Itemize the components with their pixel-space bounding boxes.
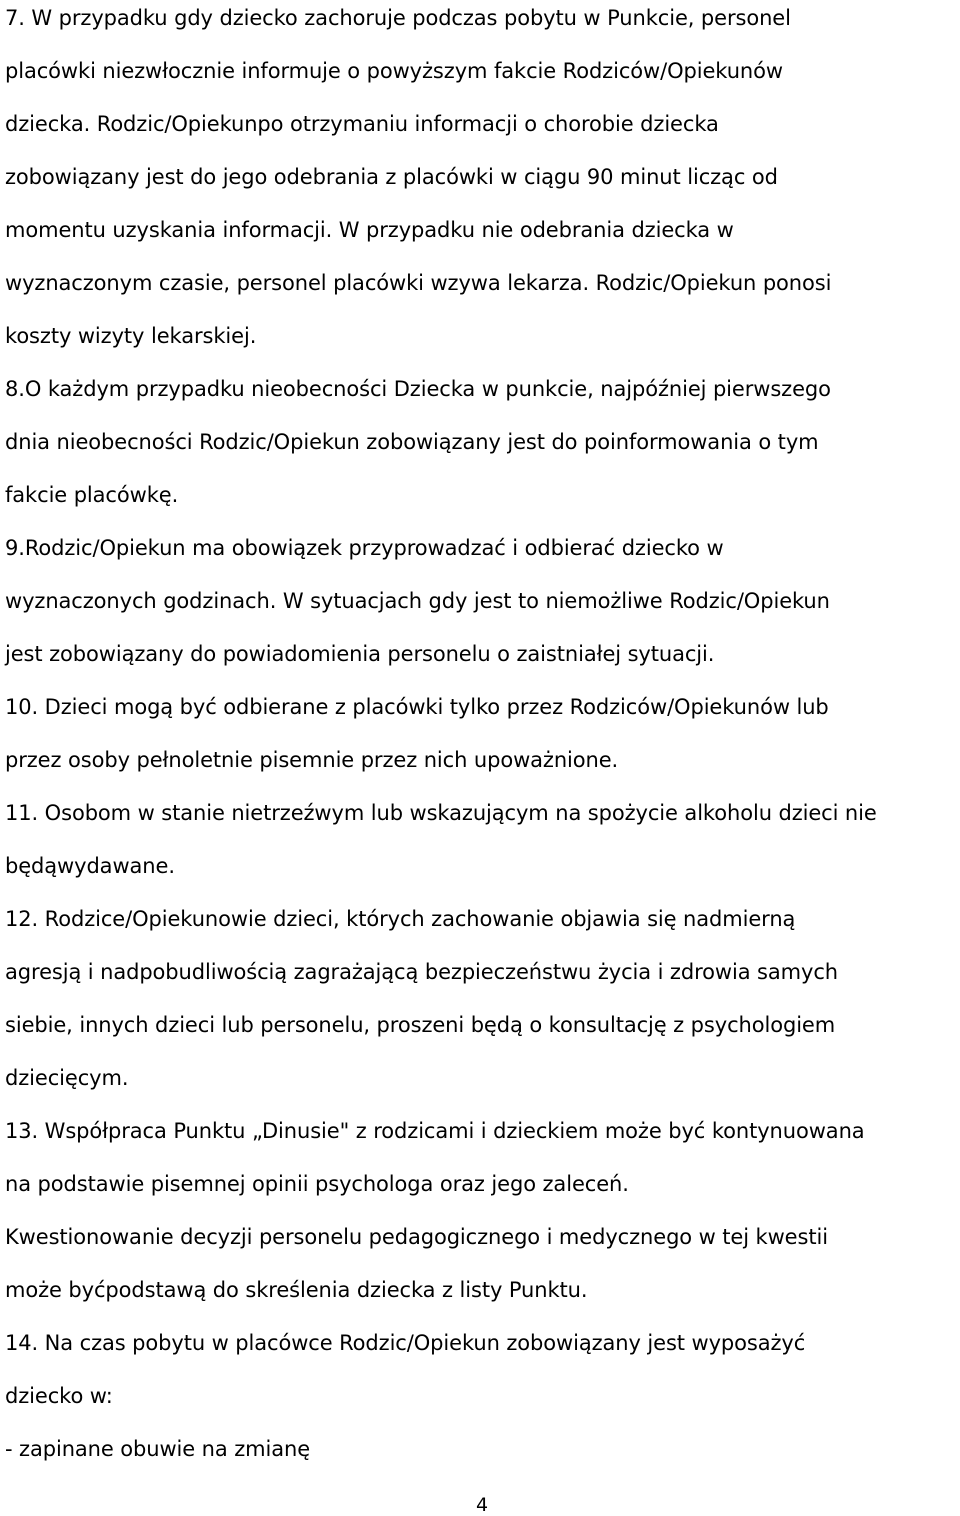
text-line: dnia nieobecności Rodzic/Opiekun zobowiązany jest do poinformowania o tym — [5, 430, 819, 454]
text-line: 7. W przypadku gdy dziecko zachoruje podczas pobytu w Punkcie, personel — [5, 6, 791, 30]
text-line: zobowiązany jest do jego odebrania z placówki w ciągu 90 minut licząc od — [5, 165, 778, 189]
text-line: 8.O każdym przypadku nieobecności Dziecka w punkcie, najpóźniej pierwszego — [5, 377, 831, 401]
text-line: 11. Osobom w stanie nietrzeźwym lub wskazującym na spożycie alkoholu dzieci nie — [5, 801, 877, 825]
text-line: 9.Rodzic/Opiekun ma obowiązek przyprowadzać i odbierać dziecko w — [5, 536, 724, 560]
text-line: placówki niezwłocznie informuje o powyższym fakcie Rodziców/Opiekunów — [5, 59, 783, 83]
text-line: fakcie placówkę. — [5, 483, 179, 507]
text-line: siebie, innych dzieci lub personelu, proszeni będą o konsultację z psychologiem — [5, 1013, 836, 1037]
text-line: 14. Na czas pobytu w placówce Rodzic/Opiekun zobowiązany jest wyposażyć — [5, 1331, 806, 1355]
text-line: Kwestionowanie decyzji personelu pedagogicznego i medycznego w tej kwestii — [5, 1225, 828, 1249]
text-line: dziecięcym. — [5, 1066, 129, 1090]
text-line: dziecka. Rodzic/Opiekunpo otrzymaniu informacji o chorobie dziecka — [5, 112, 719, 136]
text-line: momentu uzyskania informacji. W przypadku nie odebrania dziecka w — [5, 218, 734, 242]
text-line: koszty wizyty lekarskiej. — [5, 324, 257, 348]
text-line: jest zobowiązany do powiadomienia personelu o zaistniałej sytuacji. — [5, 642, 715, 666]
text-line: będąwydawane. — [5, 854, 175, 878]
text-line: wyznaczonych godzinach. W sytuacjach gdy jest to niemożliwe Rodzic/Opiekun — [5, 589, 830, 613]
text-line: agresją i nadpobudliwością zagrażającą bezpieczeństwu życia i zdrowia samych — [5, 960, 838, 984]
text-line: - zapinane obuwie na zmianę — [5, 1437, 311, 1461]
text-line: na podstawie pisemnej opinii psychologa oraz jego zaleceń. — [5, 1172, 629, 1196]
text-line: wyznaczonym czasie, personel placówki wzywa lekarza. Rodzic/Opiekun ponosi — [5, 271, 832, 295]
text-line: przez osoby pełnoletnie pisemnie przez nich upoważnione. — [5, 748, 619, 772]
text-line: 12. Rodzice/Opiekunowie dzieci, których zachowanie objawia się nadmierną — [5, 907, 796, 931]
page-number: 4 — [476, 1494, 489, 1516]
text-line: dziecko w: — [5, 1384, 113, 1408]
text-line: 13. Współpraca Punktu „Dinusie" z rodzicami i dzieckiem może być kontynuowana — [5, 1119, 865, 1143]
text-line: 10. Dzieci mogą być odbierane z placówki tylko przez Rodziców/Opiekunów lub — [5, 695, 829, 719]
text-line: może byćpodstawą do skreślenia dziecka z listy Punktu. — [5, 1278, 588, 1302]
